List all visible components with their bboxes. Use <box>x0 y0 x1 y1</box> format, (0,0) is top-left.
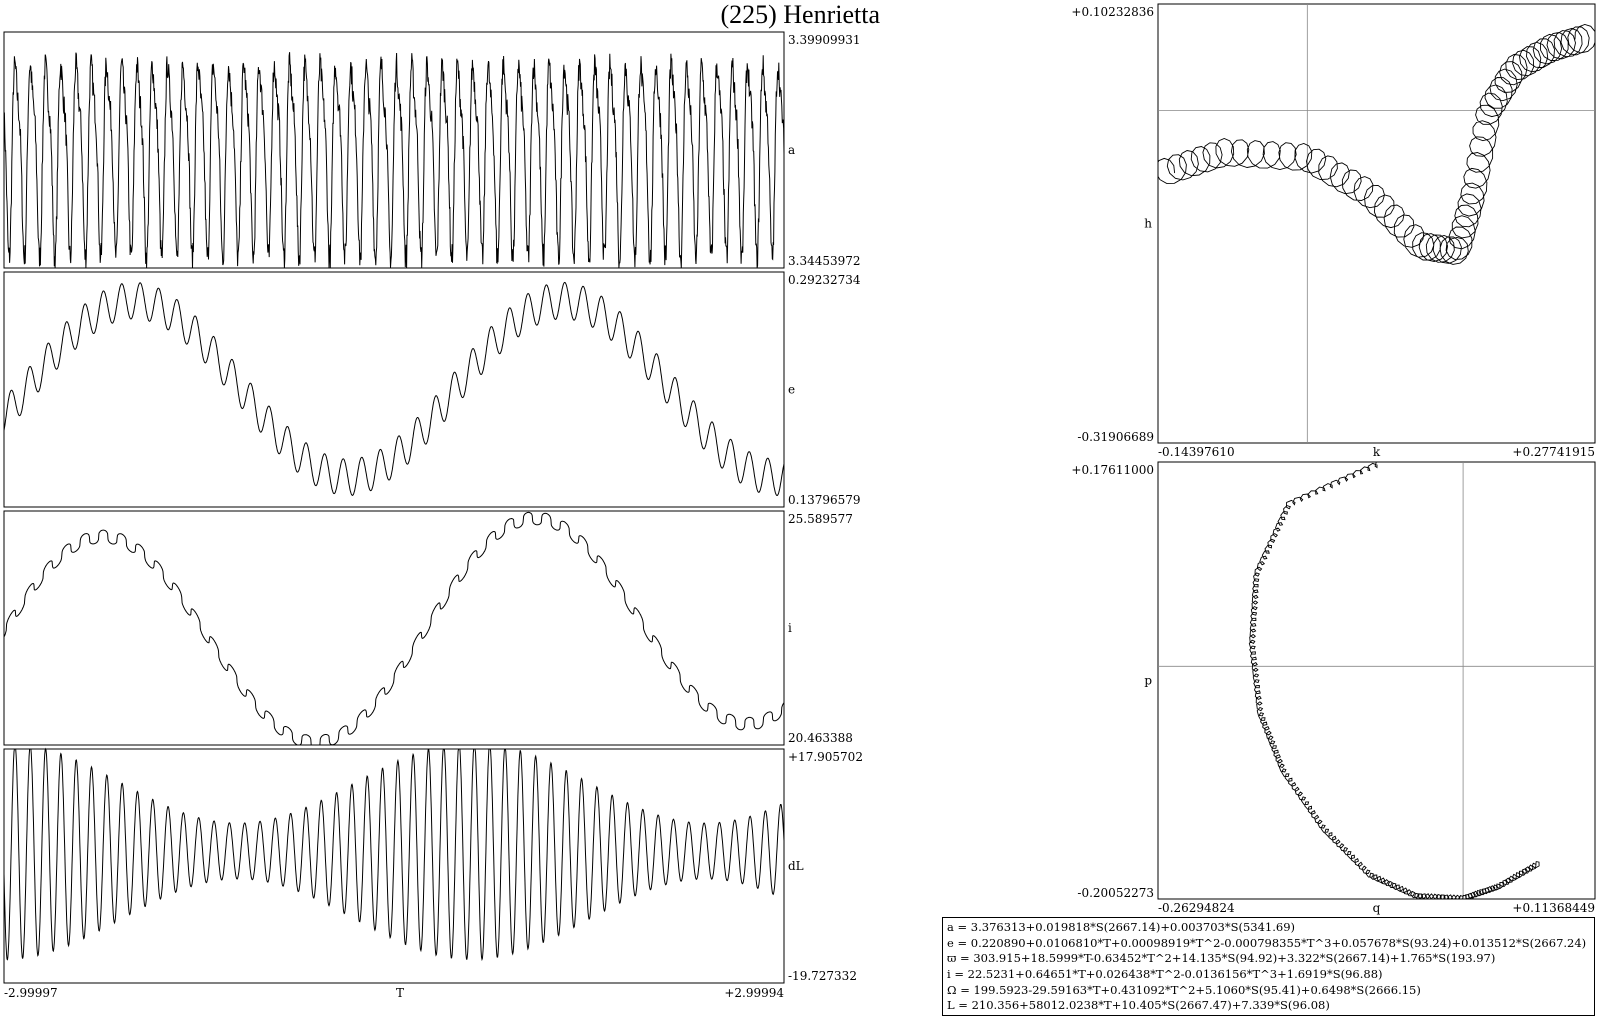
x-axis-label-pq: q <box>1372 901 1381 915</box>
y-max-tick-dL: +17.905702 <box>788 750 863 764</box>
series-line-e <box>4 282 784 495</box>
x-min-tick-hk: -0.14397610 <box>1158 445 1235 459</box>
y-min-tick-a: 3.34453972 <box>788 254 861 268</box>
series-line-a <box>4 52 784 268</box>
axis-label-e: e <box>788 382 796 397</box>
x-min-tick-t: -2.99997 <box>4 986 58 1000</box>
y-max-tick-i: 25.589577 <box>788 512 853 526</box>
y-axis-label-hk: h <box>1144 216 1152 231</box>
equation-e: e = 0.220890+0.0106810*T+0.00098919*T^2-0.000798355*T^3+0.057678*S(93.24)+0.013512*S(2667.24) <box>947 935 1587 950</box>
series-line-dL <box>4 749 784 960</box>
y-min-tick-hk: -0.31906689 <box>1077 430 1154 444</box>
y-min-tick-e: 0.13796579 <box>788 493 861 507</box>
orbit-path-hk <box>1156 25 1596 265</box>
equations-panel <box>942 917 1595 1016</box>
chart-title: (225) Henrietta <box>720 0 880 29</box>
y-max-tick-pq: +0.17611000 <box>1071 463 1154 477</box>
y-max-tick-a: 3.39909931 <box>788 33 861 47</box>
y-min-tick-pq: -0.20052273 <box>1077 886 1154 900</box>
plot-frame-i <box>4 511 784 745</box>
x-axis-label-hk: k <box>1372 445 1381 459</box>
equation-l: L = 210.356+58012.0238*T+10.405*S(2667.47)+7.339*S(96.08) <box>947 998 1330 1013</box>
equation-a: a = 3.376313+0.019818*S(2667.14)+0.003703*S(5341.69) <box>947 920 1296 934</box>
x-min-tick-pq: -0.26294824 <box>1158 901 1235 915</box>
y-axis-label-pq: p <box>1144 673 1152 688</box>
x-axis-label-t: T <box>395 986 405 1000</box>
x-max-tick-t: +2.99994 <box>724 986 784 1000</box>
equation-omega: Ω = 199.5923-29.59163*T+0.431092*T^2+5.1060*S(95.41)+0.6498*S(2666.15) <box>947 982 1421 997</box>
equation-i: i = 22.5231+0.64651*T+0.026438*T^2-0.0136156*T^3+1.6919*S(96.88) <box>947 967 1383 982</box>
axis-label-a: a <box>788 143 796 157</box>
y-max-tick-e: 0.29232734 <box>788 273 861 287</box>
series-line-i <box>4 512 784 745</box>
y-max-tick-hk: +0.10232836 <box>1071 5 1154 19</box>
y-min-tick-dL: -19.727332 <box>788 969 857 983</box>
axis-label-i: i <box>788 621 792 635</box>
plot-frame-pq <box>1158 462 1595 899</box>
x-max-tick-hk: +0.27741915 <box>1512 445 1595 459</box>
orbit-path-pq <box>1249 460 1539 901</box>
plot-frame-hk <box>1158 4 1595 443</box>
equation-varpi: ϖ = 303.915+18.5999*T-0.63452*T^2+14.135*S(94.92)+3.322*S(2667.14)+1.765*S(193.97) <box>947 951 1496 966</box>
axis-label-dL: dL <box>788 859 804 873</box>
x-max-tick-pq: +0.11368449 <box>1512 901 1595 915</box>
y-min-tick-i: 20.463388 <box>788 731 853 745</box>
plot-frame-e <box>4 272 784 507</box>
